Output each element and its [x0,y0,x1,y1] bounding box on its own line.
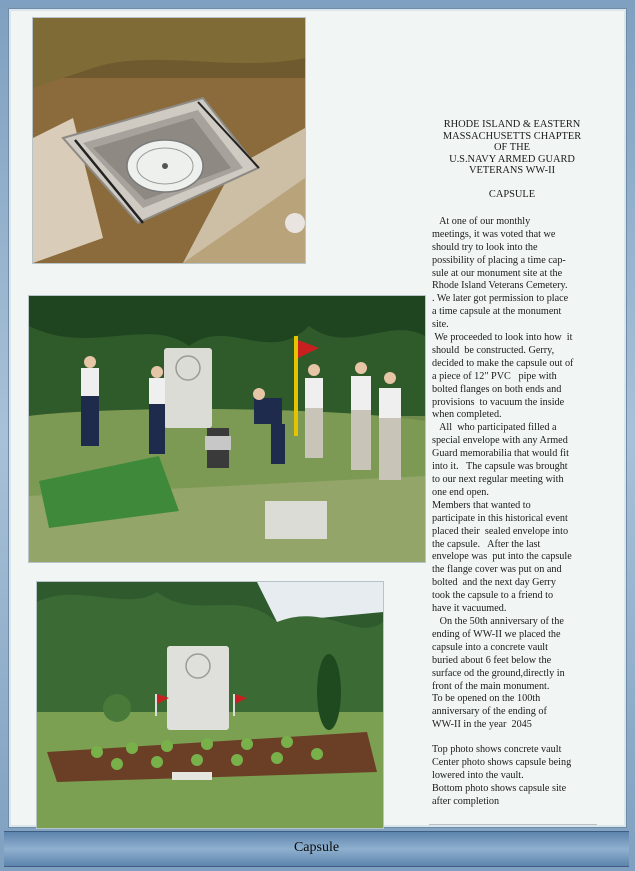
heading-line: VETERANS WW-II [468,165,556,177]
body-line: into it. The capsule was brought [432,461,568,473]
body-line: sule at our monument site at the [432,267,563,279]
body-line: bolted flanges on both ends and [432,383,562,395]
body-line: On the 50th anniversary of the [432,615,564,627]
body-line: At one of our monthly [432,215,531,227]
body-line: participate in this historical event [432,512,568,524]
article-subtitle: CAPSULE [488,188,536,200]
body-line: should try to look into the [432,241,538,253]
body-line: Rhode Island Veterans Cemetery. [432,280,568,292]
photo-note-line: Top photo shows concrete vault [432,744,562,756]
paragraph-gap [432,732,592,744]
chapter-heading [432,119,592,177]
body-line: one end open. [432,486,489,498]
body-line: anniversary of the ending of [432,706,547,718]
body-line: to our next regular meeting with [432,474,564,485]
body-line: Guard memorabilia that would fit [432,448,569,460]
body-line: ending of WW-II we placed the [432,628,561,640]
body-line: buried about 6 feet below the [432,654,552,666]
article-text [432,119,592,809]
photo-note-line: Bottom photo shows capsule site [432,782,567,794]
photo-note-line: lowered into the vault. [432,769,524,781]
photo-capsule-lowering [28,295,426,563]
body-line: when completed. [432,409,502,421]
photo-note-line: after completion [432,795,500,807]
body-line: We proceeded to look into how it [432,332,573,344]
body-line: envelope was put into the capsule [432,551,572,563]
photo-capsule-site [36,581,384,829]
body-line: WW-II in the year 2045 [432,719,532,731]
body-line: bolted and the next day Gerry [432,577,556,589]
body-line: a time capsule at the monument [432,306,562,318]
caption-label: Capsule [293,840,340,855]
body-line: front of the main monument. [432,680,550,692]
heading-line: OF THE [494,142,530,154]
photo-note-line: Center photo shows capsule being [432,757,572,769]
body-line: a piece of 12" PVC pipe with [432,370,557,382]
photo-concrete-vault [32,17,306,264]
heading-line: U.S.NAVY ARMED GUARD [449,153,575,165]
body-line: To be opened on the 100th [432,693,541,705]
body-line: meetings, it was voted that we [432,228,556,240]
body-line: surface od the ground,directly in [432,667,565,679]
body-line: provisions to vacuum the inside [432,396,565,408]
body-line: should be constructed. Gerry, [432,344,555,356]
body-line: the capsule. After the last [432,538,541,550]
body-line: decided to make the capsule out of [432,357,574,369]
body-line: capsule into a concrete vault [432,641,548,653]
body-line: site. [432,319,449,331]
heading-line: RHODE ISLAND & EASTERN [443,119,581,130]
body-line: possibility of placing a time cap- [432,254,566,266]
body-line: took the capsule to a friend to [432,590,554,602]
article-body [432,216,592,809]
document-page [8,8,627,828]
heading-line: MASSACHUSETTS CHAPTER [442,130,582,142]
body-line: placed their sealed envelope into [432,525,569,537]
body-line: . We later got permission to place [432,293,569,305]
divider-rule [429,824,597,825]
caption-bar [4,831,629,867]
body-line: All who participated filled a [432,422,557,434]
body-line: the flange cover was put on and [432,564,562,576]
body-line: have it vacuumed. [432,603,507,615]
body-line: Members that wanted to [432,499,531,511]
body-line: special envelope with any Armed [432,435,568,447]
